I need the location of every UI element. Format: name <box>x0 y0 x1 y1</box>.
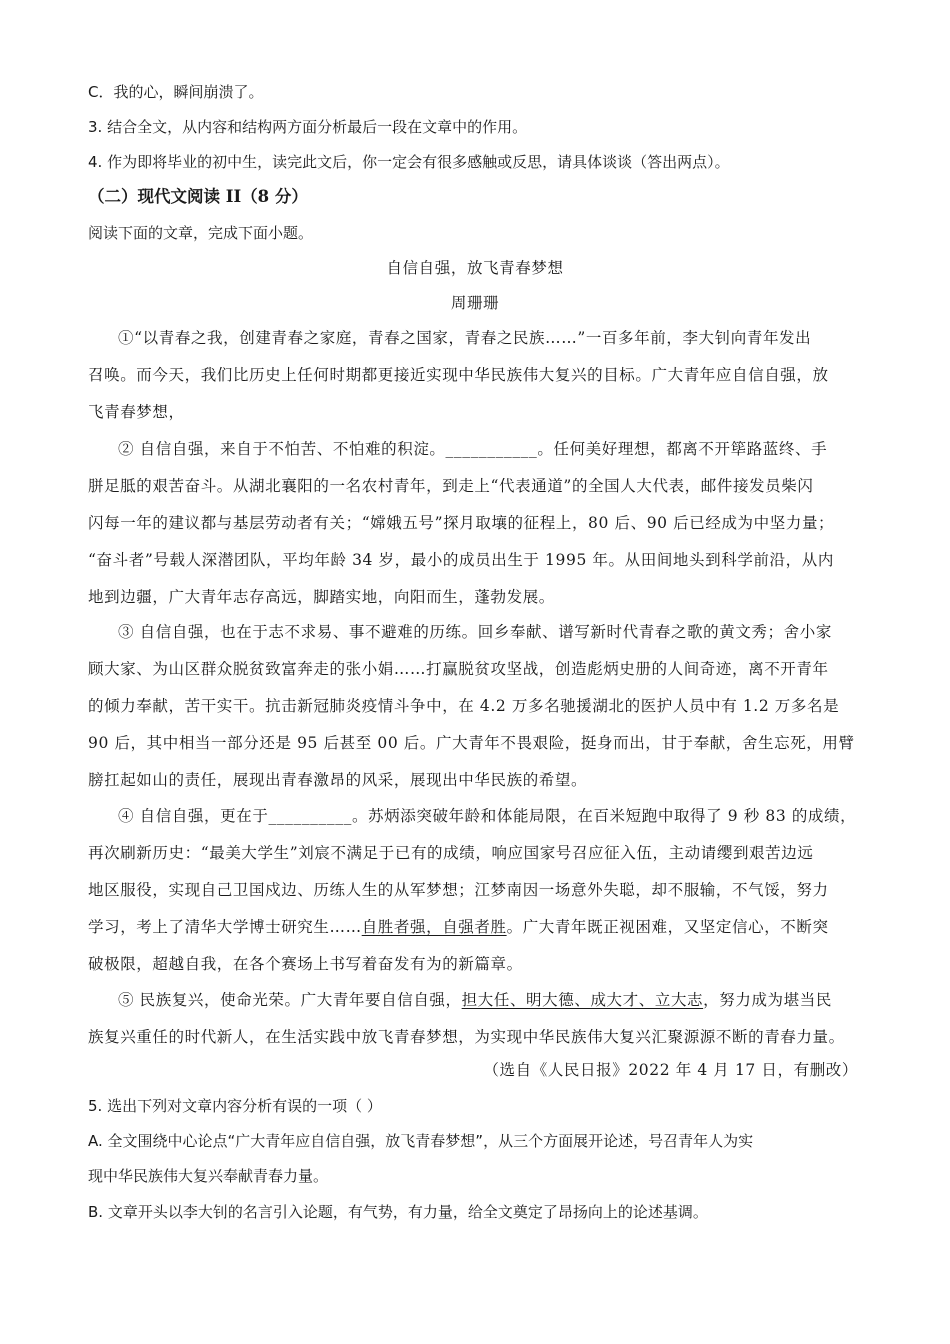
paragraph-5-text: ，努力成为堪当民 <box>703 991 832 1009</box>
question-5-option-a-cont: 现中华民族伟大复兴奉献青春力量。 <box>88 1167 329 1185</box>
paragraph-4-line: 破极限，超越自我，在各个赛场上书写着奋发有为的新篇章。 <box>88 955 523 973</box>
underlined-phrase: 担大任、明大德、成大才、立大志 <box>461 991 704 1009</box>
paragraph-2-line: 闪每一年的建议都与基层劳动者有关；“嫦娥五号”探月取壤的征程上，80 后、90 后已经成为中坚力量； <box>88 514 835 532</box>
article-title: 自信自强，放飞青春梦想 <box>386 259 564 277</box>
section-title: （二）现代文阅读 II（8 分） <box>88 187 308 206</box>
paragraph-2-text: ② 自信自强，来自于不怕苦、不怕难的积淀。 <box>118 440 446 458</box>
paragraph-2-text: 。任何美好理想，都离不开筚路蓝终、手 <box>537 440 828 458</box>
paragraph-3-line: 顾大家、为山区群众脱贫致富奔走的张小娟……打赢脱贫攻坚战，创造彪炳史册的人间奇迹，离不开青年 <box>88 660 829 678</box>
paragraph-4-text: 。广大青年既正视困难，又坚定信心，不断突 <box>506 918 829 936</box>
paragraph-4-text: 学习，考上了清华大学博士研究生…… <box>88 918 362 936</box>
paragraph-3-line: ③ 自信自强，也在于志不求易、事不避难的历练。回乡奉献、谱写新时代青春之歌的黄文秀；舍小家 <box>118 623 832 641</box>
answer-blank-2: __________ <box>268 807 352 825</box>
paragraph-4-text: ④ 自信自强，更在于 <box>118 807 269 825</box>
paragraph-2-line: “奋斗者”号载人深潜团队，平均年龄 34 岁，最小的成员出生于 1995 年。从田间地头到科学前沿，从内 <box>88 551 834 569</box>
question-4: 4. 作为即将毕业的初中生，读完此文后，你一定会有很多感触或反思，请具体谈谈（答出两点）。 <box>88 153 730 171</box>
section-instruction: 阅读下面的文章，完成下面小题。 <box>88 224 314 242</box>
paragraph-5-text: ⑤ 民族复兴，使命光荣。广大青年要自信自强， <box>118 991 462 1009</box>
paragraph-4-text: 。苏炳添突破年龄和体能局限，在百米短跑中取得了 9 秒 83 的成绩， <box>351 807 857 825</box>
paragraph-1-line: 召唤。而今天，我们比历史上任何时期都更接近实现中华民族伟大复兴的目标。广大青年应自信自强，放 <box>88 366 829 384</box>
option-c: C．我的心，瞬间崩溃了。 <box>88 83 264 101</box>
article-author: 周珊珊 <box>450 294 500 312</box>
question-5-stem: 5. 选出下列对文章内容分析有误的一项（ ） <box>88 1097 382 1115</box>
question-3: 3. 结合全文，从内容和结构两方面分析最后一段在文章中的作用。 <box>88 118 528 136</box>
paragraph-2-line <box>118 439 827 459</box>
paragraph-4-line: 地区服役，实现自己卫国戍边、历练人生的从军梦想；江梦南因一场意外失聪，却不服输，不气馁，努力 <box>88 881 829 899</box>
article-source: （选自《人民日报》2022 年 4 月 17 日，有删改） <box>483 1061 858 1079</box>
paragraph-4-line <box>118 806 856 826</box>
paragraph-5-line <box>118 990 832 1010</box>
paragraph-3-line: 膀扛起如山的责任，展现出青春激昂的风采，展现出中华民族的希望。 <box>88 771 588 789</box>
paragraph-5-line: 族复兴重任的时代新人，在生活实践中放飞青春梦想，为实现中华民族伟大复兴汇聚源源不断的青春力量。 <box>88 1028 845 1046</box>
question-5-option-a: A. 全文围绕中心论点“广大青年应自信自强，放飞青春梦想”，从三个方面展开论述，号召青年人为实 <box>88 1132 754 1150</box>
answer-blank-1: ___________ <box>445 440 538 458</box>
paragraph-4-line: 再次刷新历史：“最美大学生”刘宸不满足于已有的成绩，响应国家号召应征入伍，主动请缨到艰苦边远 <box>88 844 814 862</box>
paragraph-4-line <box>88 917 829 937</box>
paragraph-2-line: 地到边疆，广大青年志存高远，脚踏实地，向阳而生，蓬勃发展。 <box>88 588 555 606</box>
paragraph-3-line: 90 后，其中相当一部分还是 95 后甚至 00 后。广大青年不畏艰险，挺身而出，甘于奉献，舍生忘死，用臂 <box>88 734 855 752</box>
paragraph-1-line: ①“以青春之我，创建青春之家庭，青春之国家，青春之民族……”一百多年前，李大钊向青年发出 <box>118 329 812 347</box>
underlined-phrase: 自胜者强，自强者胜 <box>361 918 507 936</box>
paragraph-1-line: 飞青春梦想， <box>88 403 185 421</box>
question-5-option-b: B. 文章开头以李大钊的名言引入论题，有气势，有力量，给全文奠定了昂扬向上的论述基调。 <box>88 1203 708 1221</box>
paragraph-3-line: 的倾力奉献，苦干实干。抗击新冠肺炎疫情斗争中，在 4.2 万多名驰援湖北的医护人员中有 1.2 万多名是 <box>88 697 840 715</box>
paragraph-2-line: 胼足胝的艰苦奋斗。从湖北襄阳的一名农村青年，到走上“代表通道”的全国人大代表，邮件接发员柴闪 <box>88 477 814 495</box>
